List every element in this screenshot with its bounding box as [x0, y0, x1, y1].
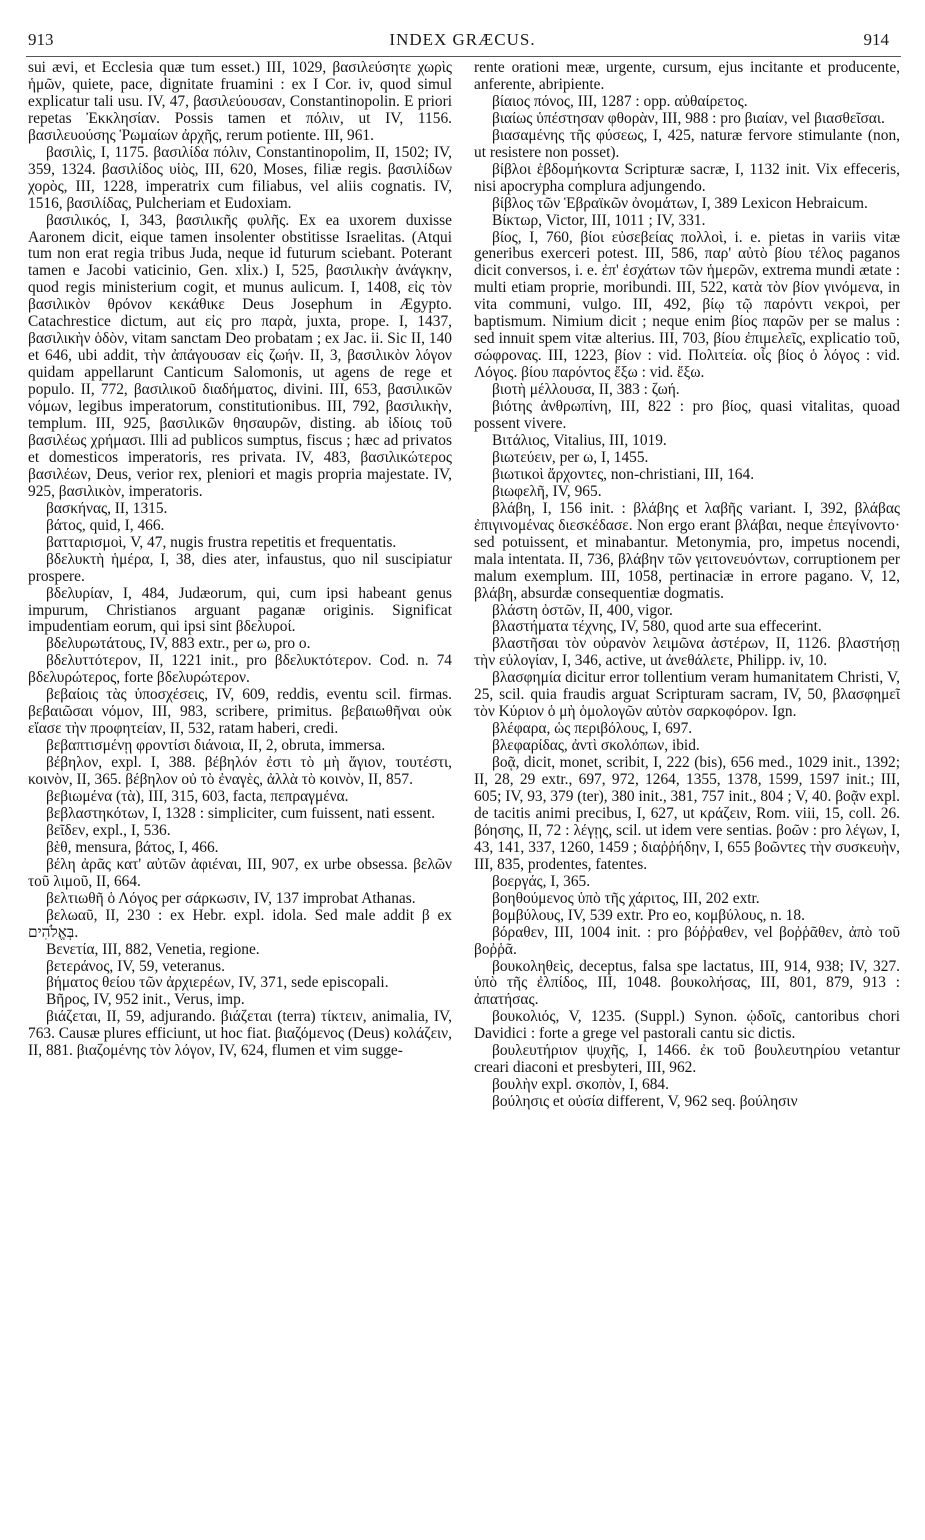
index-entry: βλάστη ὀστῶν, II, 400, vigor. [492, 601, 673, 619]
index-entry: βοεργάς, I, 365. [492, 872, 591, 890]
index-entry: βιωφελῆ, IV, 965. [492, 482, 602, 500]
index-entry: βασκήνας, II, 1315. [46, 499, 168, 517]
index-entry: Βενετία, III, 882, Venetia, regione. [46, 940, 260, 958]
index-entry: Βιτάλιος, Vitalius, III, 1019. [492, 431, 667, 449]
index-entry: βουλὴν expl. σκοπὸν, I, 684. [492, 1076, 669, 1094]
index-entry: βδελυρωτάτους, IV, 883 extr., per ω, pro ο. [46, 635, 311, 653]
index-entry: βίβλος τῶν Ἑβραϊκῶν ὀνομάτων, I, 389 Lexicon Hebraicum. [492, 194, 868, 212]
index-entry: βούλησις et οὐσία different, V, 962 seq. βούλησιν [492, 1093, 798, 1111]
index-entry: βιοτὴ μέλλουσα, II, 383 : ζωή. [492, 381, 680, 399]
index-entry: βεβιωμένα (τὰ), III, 315, 603, facta, πεπραγμένα. [46, 787, 349, 805]
index-entry: sui ævi, et Ecclesia quæ tum esset.) III, 1029, βασιλεύσητε χωρὶς ἡμῶν, quiete, pace, dignitate fruamini : ex I Cor. iv, quod simul explicatur tali usu. IV, 47, βασιλεύουσαν, Constantinopolin. E priori repetas Ἐκκλησίαν. Possis tamen et πόλιν, ut IV, 1156. βασιλευούσης Ῥωμαίων ἀρχῆς, rerum potiente. III, 961. [28, 60, 452, 144]
index-entry: βλαστήματα τέχνης, IV, 580, quod arte sua effecerint. [492, 618, 822, 636]
index-entry: βουκολιός, V, 1235. (Suppl.) Synon. ᾠδοῖς, cantoribus chori Davidici : forte a grege vel pastorali cantu sic dictis. [474, 1008, 900, 1043]
index-entry: βασιλὶς, I, 1175. βασιλίδα πόλιν, Constantinopolim, II, 1502; IV, 359, 1324. βασιλίδος υἱὸς, III, 620, Moses, filiæ regis. βασιλίδων χορὸς, III, 1228, imperatrix cum filiabus, vel aliis cognatis. IV, 1516, βασιλίδας, Pulcheriam et Eudoxiam. [28, 143, 452, 212]
page-number-left: 913 [28, 30, 54, 49]
index-entry: βδελυττότερον, II, 1221 init., pro βδελυκτότερον. Cod. n. 74 βδελυρώτερος, forte βδελυρώτερον. [28, 652, 452, 687]
index-entry: βουλευτήριον ψυχῆς, I, 1466. ἐκ τοῦ βουλευτηρίου vetantur creari diaconi et presbyteri, III, 962. [474, 1042, 900, 1077]
index-entry: βελωαῦ, II, 230 : ex Hebr. expl. idola. Sed male addit β ex בְּאֱלֹהִים. [28, 906, 452, 941]
left-column [28, 60, 452, 1530]
index-entry: Βίκτωρ, Victor, III, 1011 ; IV, 331. [492, 211, 706, 229]
index-entry: βόραθεν, III, 1004 init. : pro βόῤῥαθεν, vel βοῤῥᾶθεν, ἀπὸ τοῦ βοῤῥᾶ. [474, 923, 900, 958]
index-entry: βδελυρίαν, I, 484, Judæorum, qui, cum ipsi habeant genus impurum, Christianos arguant paganæ originis. Significat impudentiam eorum, qui ipsi sint βδελυροί. [28, 584, 452, 636]
index-entry: βελτιωθῆ ὁ Λόγος per σάρκωσιν, IV, 137 improbat Athanas. [46, 889, 416, 907]
index-entry: βεβλαστηκότων, I, 1328 : simpliciter, cum fuissent, nati essent. [46, 804, 436, 822]
index-entry: βετεράνος, IV, 59, veteranus. [46, 957, 225, 975]
index-entry: βιαίως ὑπέστησαν φθορὰν, III, 988 : pro βιαίαν, vel βιασθεῖσαι. [492, 109, 885, 127]
index-entry: βομβύλους, IV, 539 extr. Pro eo, κομβύλους, n. 18. [492, 906, 805, 924]
index-entry: βιωτεύειν, per ω, I, 1455. [492, 448, 649, 466]
index-entry: βουκοληθεὶς, deceptus, falsa spe lactatus, III, 914, 938; IV, 327. ὑπὸ τῆς ἐλπίδος, III, 1048. βουκολήσας, III, 801, 879, 913 : ἀπατήσας. [474, 957, 900, 1009]
index-entry: βλάβη, I, 156 init. : βλάβης et λαβῆς variant. I, 392, βλάβας ἐπιγινομένας διεσκέδασε. Non ergo erant βλάβαι, neque ἐπεγίνοντο· sed potuissent, et minabantur. Metonymia, pro, impetus nocendi, mala intentata. II, 736, βλάβην τῶν γειτονευόντων, corruptionem per malum exemplum. III, 1058, pertinaciæ in errore pagano. V, 12, βλάβη, absurdæ consequentiæ dogmatis. [474, 499, 900, 602]
index-entry: βιότης ἀνθρωπίνη, III, 822 : pro βίος, quasi vitalitas, quoad possent vivere. [474, 398, 900, 433]
index-entry: rente orationi meæ, urgente, cursum, ejus incitante et producente, anferente, abripiente. [474, 60, 900, 93]
index-entry: βὲθ, mensura, βάτος, I, 466. [46, 838, 219, 856]
index-entry: βιάζεται, II, 59, adjurando. βιάζεται (terra) τίκτειν, animalia, IV, 763. Causæ plures efficiunt, ut hoc fiat. βιαζόμενος (Deus) κολάζειν, II, 881. βιαζομένης τὸν λόγον, IV, 624, flumen et vim sugge- [28, 1008, 452, 1060]
index-entry: βιωτικοὶ ἄρχοντες, non-christiani, III, 164. [492, 465, 755, 483]
index-entry: βίβλοι ἑβδομήκοντα Scripturæ sacræ, I, 1132 init. Vix effeceris, nisi apocrypha complura adjungendo. [474, 160, 900, 195]
index-entry: βίαιος πόνος, III, 1287 : opp. αὐθαίρετος. [492, 92, 748, 110]
index-entry: βιασαμένης τῆς φύσεως, I, 425, naturæ fervore stimulante (non, ut resistere non posset). [474, 126, 900, 161]
index-entry: βλασφημία dicitur error tollentium veram humanitatem Christi, V, 25, scil. quia fraudis arguat Scripturam sacram, IV, 50, βλασφημεῖ τὸν Κύριον ὁ μὴ ὁμολογῶν αὐτὸν σαρκοφόρον. Ign. [474, 669, 900, 721]
index-entry: βλέφαρα, ὡς περιβόλους, I, 697. [492, 720, 693, 738]
index-entry: βλαστῆσαι τὸν οὐρανὸν λειμῶνα ἀστέρων, II, 1126. βλαστήσῃ τὴν εὐλογίαν, I, 346, active, ut ἀνεθάλετε, Philipp. iv, 10. [474, 635, 900, 670]
index-entry: βεβαίοις τὰς ὑποσχέσεις, IV, 609, reddis, eventu scil. firmas. βεβαιῶσαι νόμον, III, 983, scribere, primitus. βεβαιωθῆναι οὐκ εἴασε τὴν προφητείαν, II, 532, ratam haberi, credi. [28, 686, 452, 738]
index-entry: βασιλικός, I, 343, βασιλικῆς φυλῆς. Ex ea uxorem duxisse Aaronem dicit, eique tamen insolenter obstitisse Israelitas. (Atqui tum non erat regia tribus Juda, neque id futurum sciebant. Poterant tamen e Jacobi vaticinio, Gen. xlix.) I, 525, βασιλικὴν ἀνάγκην, quod regis ministerium cogit, et munus aulicum. I, 1408, εἰς τὸν βασιλικὸν θρόνον κεκάθικε Deus Josephum in Ægypto. Catachrestice dictum, aut εἰς pro παρὰ, juxta, prope. I, 1437, βασιλικὴν ὁδὸν, vitam sanctam Deo probatam ; ex Jac. ii. Sic II, 140 et 646, ubi addit, τὴν ἀπάγουσαν εἰς ζωήν. II, 3, βασιλικὸν λόγον quidam appellarunt Canticum Salomonis, ut agens de rege et populo. II, 772, βασιλικοῦ διαδήματος, divini. III, 653, βασιλικῶν νόμων, legibus imperatorum, constitutionibus. III, 792, βασιλικὴν, templum. III, 925, βασιλικῶν θησαυρῶν, disting. ab ἰδίοις τοῦ βασιλέως χρήμασι. Illi ad publicos sumptus, fiscus ; hæc ad privatos et domesticos imperatoris, res privata. IV, 483, βασιλικώτερος βασιλέων, Deus, verior rex, pleniori et magis propria majestate. IV, 925, βασιλικὸν, imperatoris. [28, 211, 452, 500]
index-entry: βεβαπτισμένῃ φροντίσι διάνοια, II, 2, obruta, immersa. [46, 737, 386, 755]
header-rule [26, 56, 901, 57]
right-column [474, 60, 900, 1530]
index-entry: Βῆρος, IV, 952 init., Verus, imp. [46, 991, 245, 1009]
index-entry: βήματος θείου τῶν ἀρχιερέων, IV, 371, sede episcopali. [46, 974, 389, 992]
page-number-right: 914 [863, 30, 889, 49]
index-entry: βέβηλον, expl. I, 388. βέβηλόν ἐστι τὸ μὴ ἅγιον, τουτέστι, κοινὸν, II, 365. βέβηλον οὐ τὸ ἐναγὲς, ἀλλὰ τὸ κοινὸν, II, 857. [28, 754, 452, 789]
index-entry: βάτος, quid, I, 466. [46, 516, 165, 534]
index-entry: βεῖδεν, expl., I, 536. [46, 821, 171, 839]
index-entry: βίος, I, 760, βίοι εὐσεβείας πολλοὶ, i. e. pietas in variis vitæ generibus exerceri potest. III, 586, παρ' αὐτὸ βίου τέλος paganos dicit conversos, i. e. ἐπ' ἐσχάτων τῶν ἡμερῶν, extrema mundi ætate : multi etiam proprie, moribundi. III, 522, κατὰ τὸν βίον γινόμενα, in vita communi, vulgo. III, 492, βίῳ τῷ παρόντι νεκροὶ, per baptismum. Nimium dicit ; neque enim βίος παρῶν per se malus : sed innuit spem vitæ alterius. III, 703, βίου ἐπιμελεῖς, explicatio τοῦ, σώφρονας. III, 1223, βίον : vid. Πολιτεία. οἷς βίος ὁ λόγος : vid. Λόγος. βίου παρόντος ἔξω : vid. ἔξω. [474, 228, 900, 382]
index-entry: βδελυκτὴ ἡμέρα, I, 38, dies ater, infaustus, quo nil suscipiatur prospere. [28, 550, 452, 585]
index-entry: βατταρισμοὶ, V, 47, nugis frustra repetitis et frequentatis. [46, 533, 397, 551]
index-entry: βοηθούμενος ὑπὸ τῆς χάριτος, III, 202 extr. [492, 889, 760, 907]
running-title: INDEX GRÆCUS. [389, 30, 536, 49]
index-entry: βέλη ἀρᾶς κατ' αὐτῶν ἀφιέναι, III, 907, ex urbe obsessa. βελῶν τοῦ λιμοῦ, II, 664. [28, 855, 452, 890]
index-entry: βλεφαρίδας, ἀντὶ σκολόπων, ibid. [492, 737, 700, 755]
index-entry: βοᾷ, dicit, monet, scribit, I, 222 (bis), 656 med., 1029 init., 1392; II, 28, 29 extr., 697, 972, 1264, 1355, 1378, 1599, 1597 init.; III, 605; IV, 93, 379 (ter), 380 init., 381, 757 init., 804 ; V, 40. βοᾷν expl. de tacitis animi precibus, I, 627, ut κράζειν, Rom. viii, 15, coll. 26. βόησης, II, 72 : λέγῃς, scil. ut idem vere sentias. βοῶν : pro λέγων, I, 43, 141, 337, 1260, 1459 ; διαῤῥήδην, I, 655 βοῶντες τὴν συσκευὴν, III, 835, prodentes, fatentes. [474, 754, 900, 873]
